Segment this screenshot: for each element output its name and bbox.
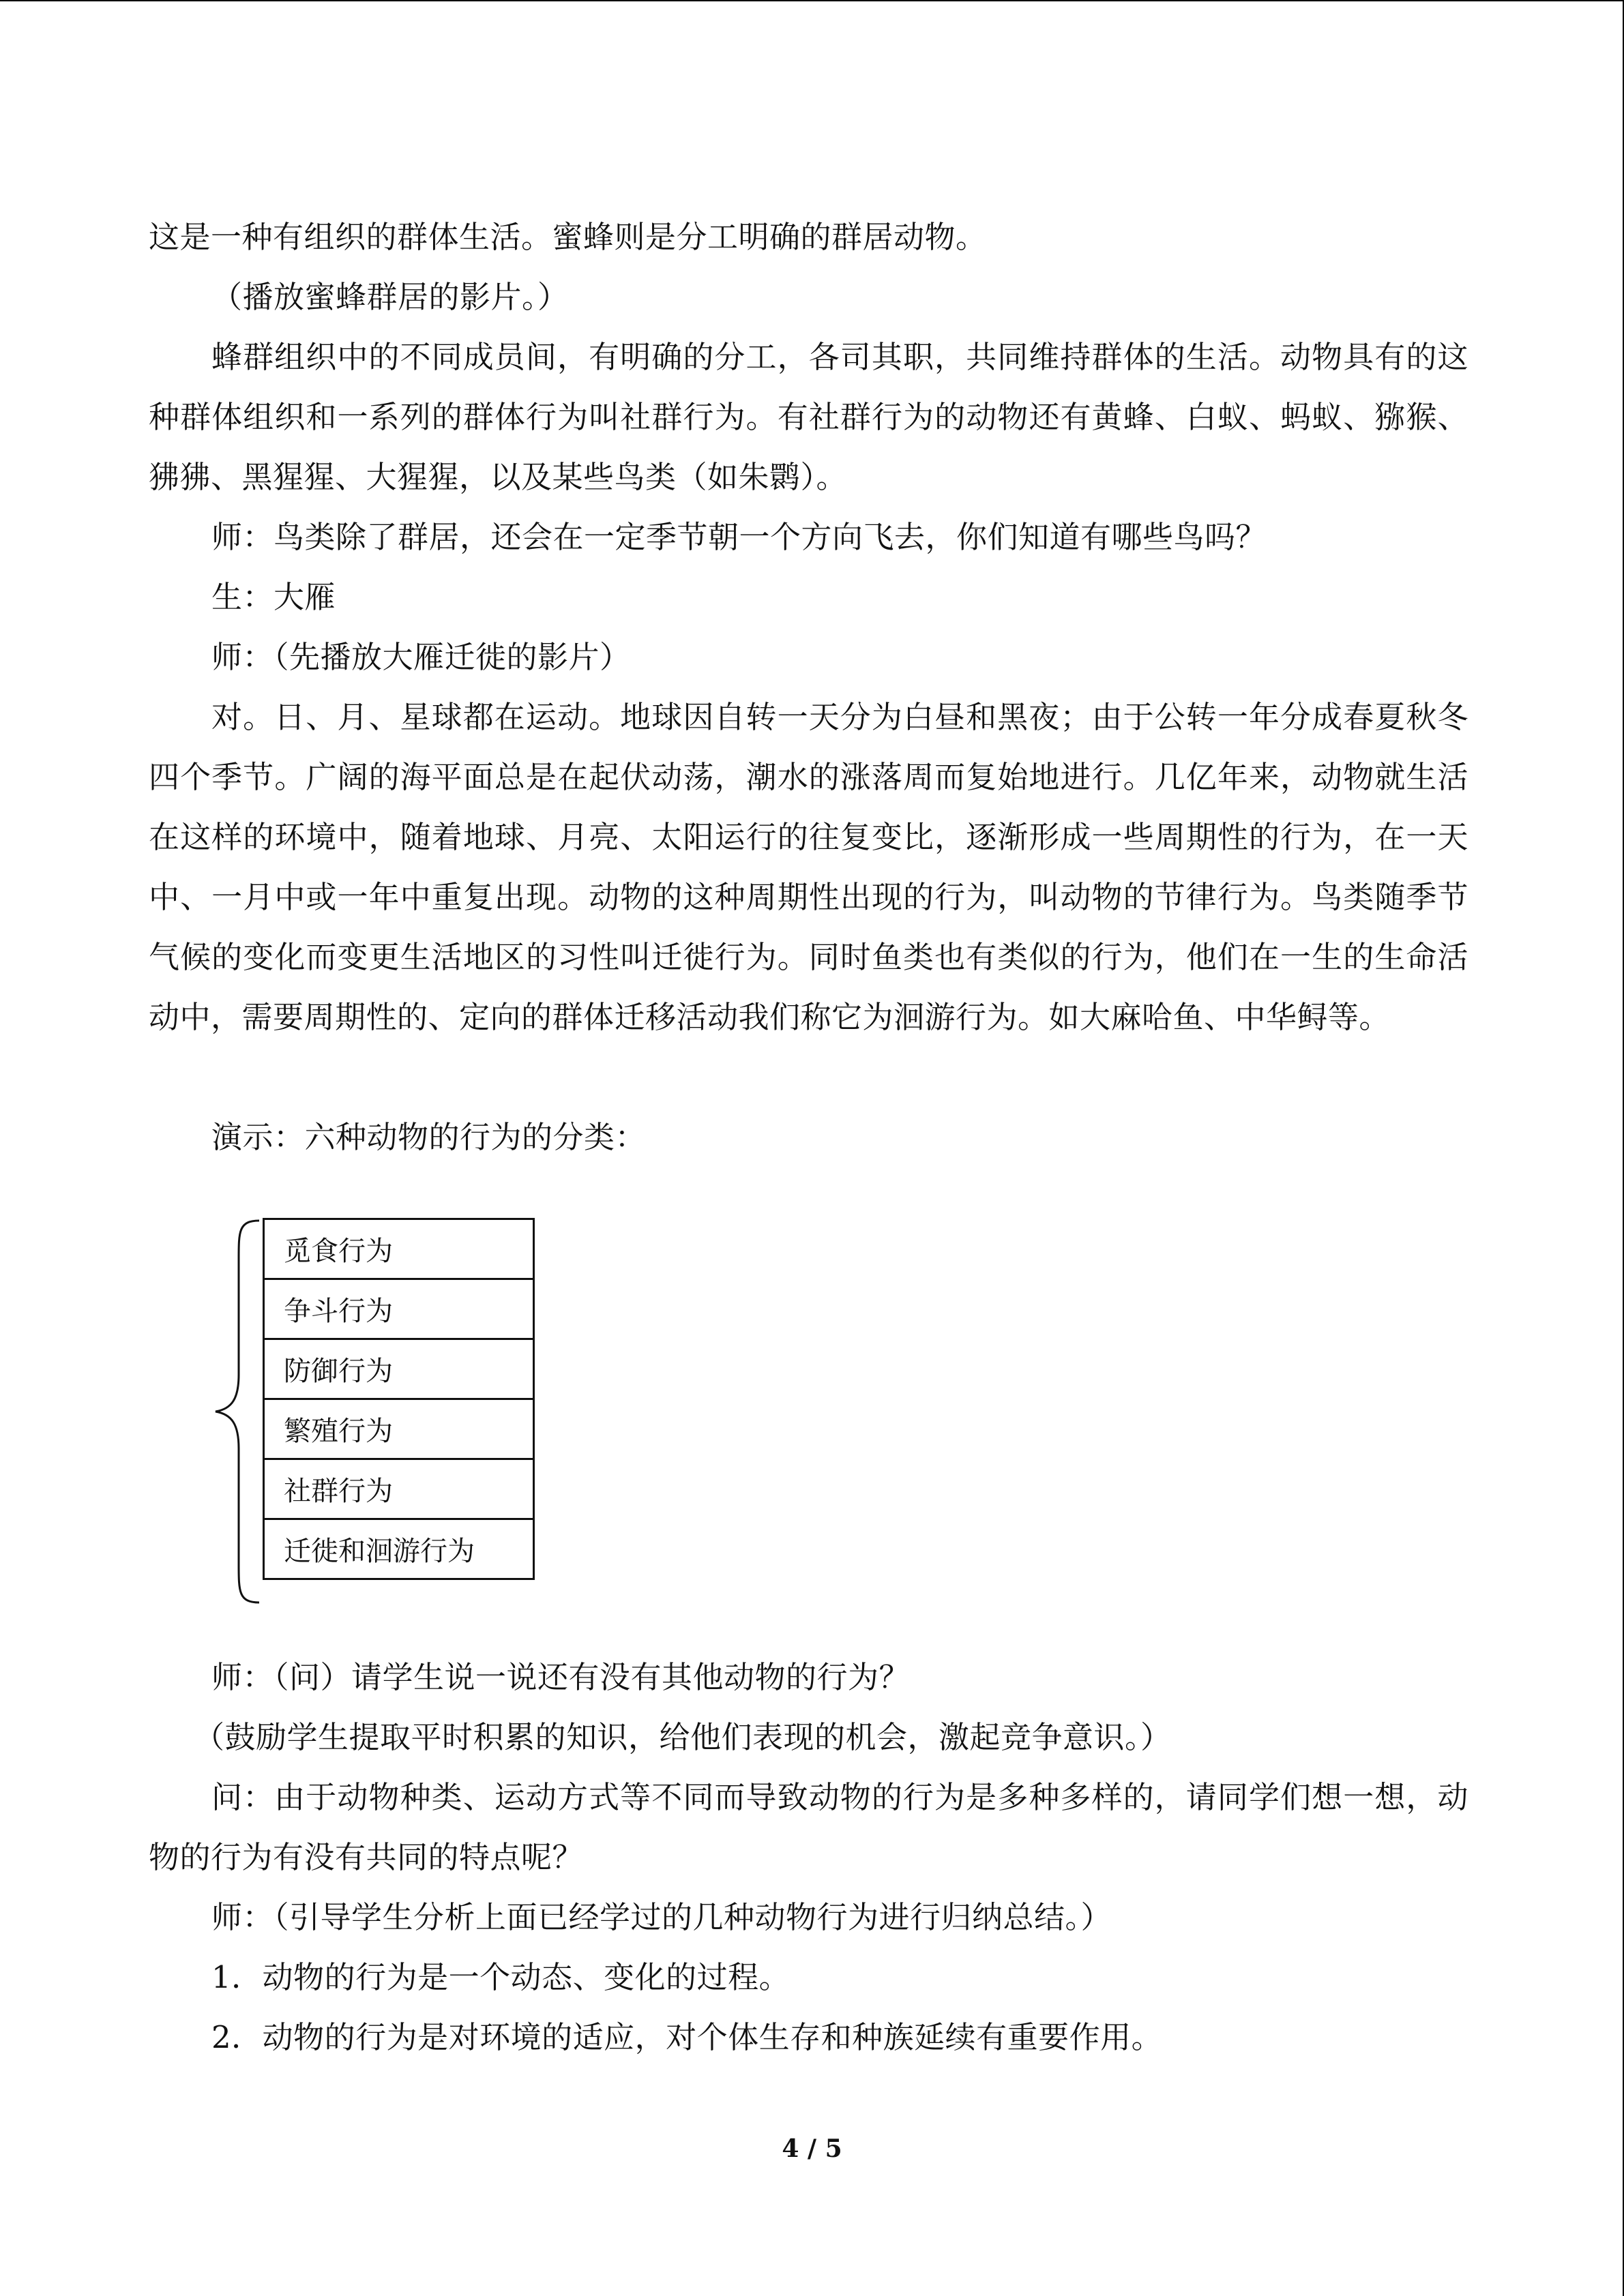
behavior-classification (211, 1218, 539, 1605)
table-row (264, 1279, 534, 1339)
behavior-table (263, 1218, 535, 1580)
paragraph-9: 师：（问）请学生说一说还有没有其他动物的行为？ (211, 1659, 911, 1695)
paragraph-8: 演示：六种动物的行为的分类： (211, 1119, 647, 1155)
paragraph-4: 师：鸟类除了群居，还会在一定季节朝一个方向飞去，你们知道有哪些鸟吗？ (211, 519, 1267, 555)
paragraph-5: 生：大雁 (211, 579, 336, 615)
paragraph-1: 这是一种有组织的群体生活。蜜蜂则是分工明确的群居动物。 (149, 219, 987, 255)
paragraph-14: 2．动物的行为是对环境的适应，对个体生存和种族延续有重要作用。 (211, 2019, 1163, 2055)
table-row (264, 1399, 534, 1459)
behavior-cell: 争斗行为 (264, 1279, 534, 1339)
paragraph-11: 问：由于动物种类、运动方式等不同而导致动物的行为是多种多样的，请同学们想一想，动物的行为有没有共同的特点呢？ (149, 1779, 1468, 1875)
behavior-cell: 觅食行为 (264, 1219, 534, 1279)
paragraph-6: 师：（先播放大雁迁徙的影片） (211, 639, 631, 675)
left-brace-icon (211, 1218, 266, 1605)
table-row (264, 1519, 534, 1579)
paragraph-10: （鼓励学生提取平时积累的知识，给他们表现的机会，激起竞争意识。） (194, 1719, 1172, 1755)
behavior-cell: 防御行为 (264, 1339, 534, 1399)
paragraph-7: 对。日、月、星球都在运动。地球因自转一天分为白昼和黑夜；由于公转一年分成春夏秋冬四个季节。广阔的海平面总是在起伏动荡，潮水的涨落周而复始地进行。几亿年来，动物就生活在这样的环境中，随着地球、月亮、太阳运行的往复变比，逐渐形成一些周期性的行为，在一天中、一月中或一年中重复出现。动物的这种周期性出现的行为，叫动物的节律行为。鸟类随季节气候的变化而变更生活地区的习性叫迁徙行为。同时鱼类也有类似的行为，他们在一生的生命活动中，需要周期性的、定向的群体迁移活动我们称它为洄游行为。如大麻哈鱼、中华鲟等。 (149, 699, 1468, 1035)
table-row (264, 1339, 534, 1399)
page-number: 4 / 5 (782, 2134, 842, 2163)
paragraph-13: 1．动物的行为是一个动态、变化的过程。 (211, 1959, 791, 1995)
paragraph-3: 蜂群组织中的不同成员间，有明确的分工，各司其职，共同维持群体的生活。动物具有的这种群体组织和一系列的群体行为叫社群行为。有社群行为的动物还有黄蜂、白蚁、蚂蚁、猕猴、狒狒、黑猩猩、大猩猩，以及某些鸟类（如朱鹮）。 (149, 339, 1468, 495)
table-row (264, 1459, 534, 1519)
behavior-cell: 繁殖行为 (264, 1399, 534, 1459)
paragraph-12: 师：（引导学生分析上面已经学过的几种动物行为进行归纳总结。） (211, 1899, 1112, 1935)
paragraph-2: （播放蜜蜂群居的影片。） (211, 279, 569, 315)
behavior-cell: 社群行为 (264, 1459, 534, 1519)
behavior-cell: 迁徙和洄游行为 (264, 1519, 534, 1579)
table-row (264, 1219, 534, 1279)
